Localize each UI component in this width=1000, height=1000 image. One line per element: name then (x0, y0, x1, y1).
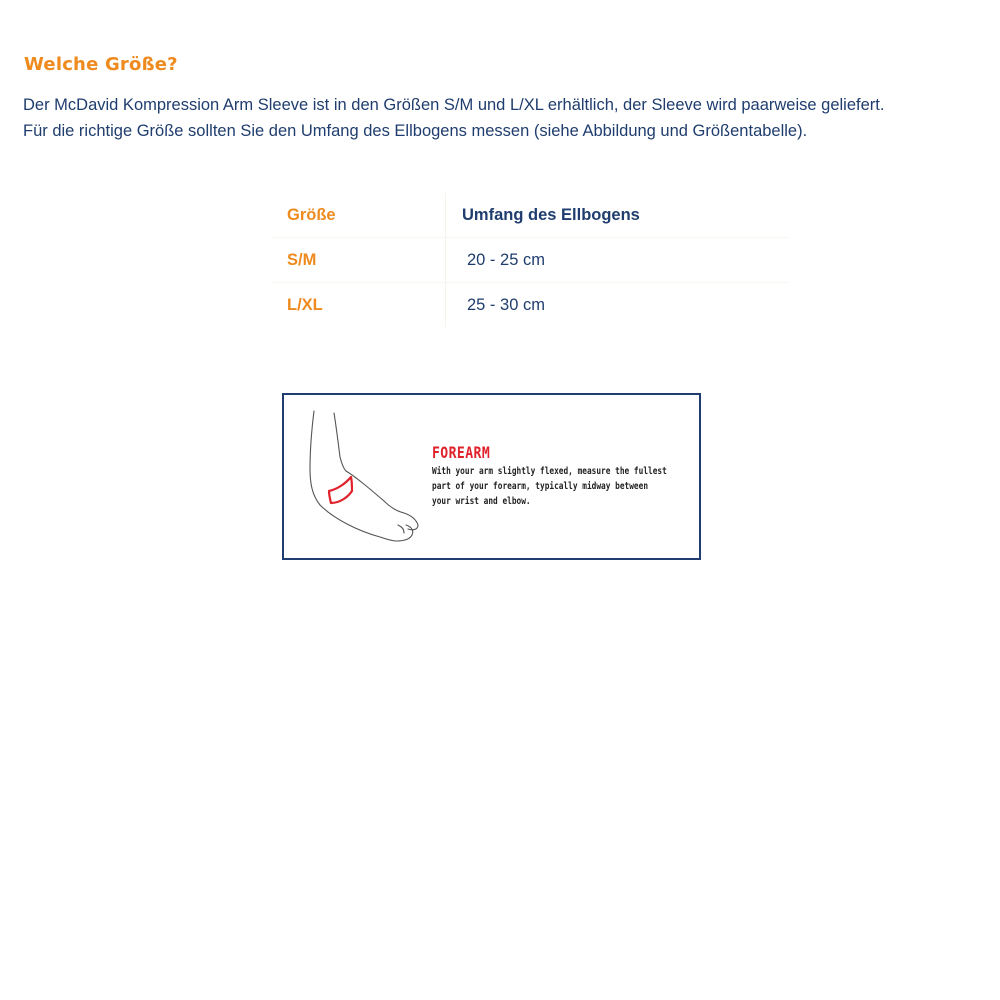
instruction-line: part of your forearm, typically midway between (432, 481, 649, 492)
size-cell: S/M (272, 238, 446, 283)
column-header-circumference: Umfang des Ellbogens (446, 193, 791, 238)
table-row (272, 283, 790, 328)
size-cell: L/XL (272, 283, 446, 328)
intro-text (23, 92, 998, 144)
instruction-line: With your arm slightly flexed, measure the fullest (432, 466, 667, 477)
arm-measurement-illustration-icon (300, 407, 420, 547)
intro-line-2: Für die richtige Größe sollten Sie den Umfang des Ellbogens messen (siehe Abbildung und Größentabelle). (23, 122, 808, 140)
measurement-figure (282, 393, 701, 560)
figure-instructions (432, 464, 667, 509)
figure-title: FOREARM (432, 443, 491, 462)
column-header-size: Größe (272, 193, 446, 238)
circumference-cell: 25 - 30 cm (467, 295, 545, 314)
table-row (272, 238, 790, 283)
table-header-row (272, 193, 790, 238)
page-title: Welche Größe? (24, 54, 178, 75)
size-table (272, 193, 790, 327)
circumference-cell: 20 - 25 cm (446, 238, 791, 283)
instruction-line: your wrist and elbow. (432, 496, 531, 507)
intro-line-1: Der McDavid Kompression Arm Sleeve ist in den Größen S/M und L/XL erhältlich, der Sleeve wird paarweise geliefert. (23, 96, 885, 114)
